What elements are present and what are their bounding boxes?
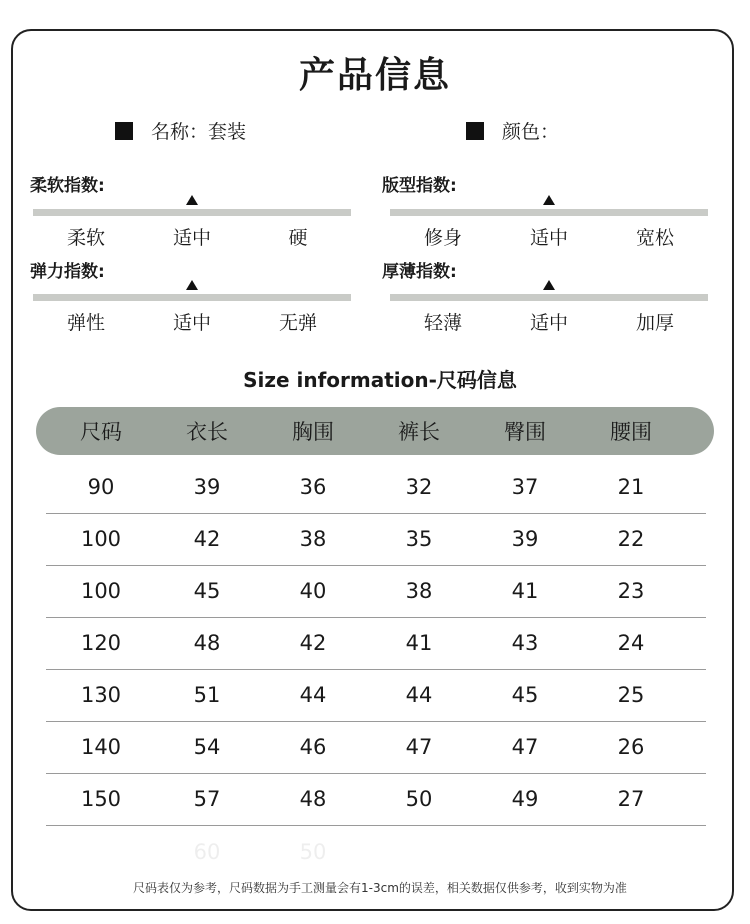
scale-option: 宽松 — [635, 227, 674, 249]
table-cell: 120 — [80, 631, 122, 655]
index-label-softness: 柔软指数: — [30, 176, 105, 196]
table-header-cell: 臀围 — [504, 420, 546, 444]
table-header-cell: 尺码 — [80, 420, 122, 444]
index-label-fit: 版型指数: — [382, 176, 457, 196]
table-cell: 54 — [193, 735, 221, 759]
size-section-title: Size information-尺码信息 — [243, 368, 517, 392]
table-cell: 140 — [80, 735, 122, 759]
indicator-triangle-icon — [186, 280, 198, 290]
table-cell: 26 — [617, 735, 645, 759]
scale-bar — [390, 294, 708, 301]
scale-bar — [390, 209, 708, 216]
table-row — [46, 565, 706, 618]
table-cell: 100 — [80, 579, 122, 603]
scale-option: 硬 — [288, 227, 308, 249]
table-row — [46, 617, 706, 670]
table-cell: 32 — [405, 475, 433, 499]
table-header-cell: 腰围 — [610, 420, 652, 444]
table-cell: 43 — [511, 631, 539, 655]
table-cell: 50 — [405, 787, 433, 811]
scale-option: 适中 — [529, 312, 568, 334]
table-header-cell: 衣长 — [186, 420, 228, 444]
scale-option: 无弹 — [278, 312, 317, 334]
table-row — [46, 669, 706, 722]
table-header-cell: 裤长 — [398, 420, 440, 444]
table-cell: 51 — [193, 683, 221, 707]
table-cell: 36 — [299, 475, 327, 499]
attribute-name-text: 名称：套装 — [151, 121, 247, 143]
scale-option: 柔软 — [66, 227, 105, 249]
size-table-header — [36, 407, 714, 455]
table-cell: 21 — [617, 475, 645, 499]
table-cell: 60 — [193, 840, 221, 864]
table-cell: 150 — [80, 787, 122, 811]
scale-option: 适中 — [172, 312, 211, 334]
table-cell: 130 — [80, 683, 122, 707]
table-cell: 22 — [617, 527, 645, 551]
table-cell: 25 — [617, 683, 645, 707]
table-cell: 48 — [299, 787, 327, 811]
scale-option: 适中 — [529, 227, 568, 249]
table-cell: 27 — [617, 787, 645, 811]
table-cell: 47 — [405, 735, 433, 759]
scale-bar — [33, 209, 351, 216]
scale-option: 修身 — [423, 227, 462, 249]
table-cell: 44 — [299, 683, 327, 707]
table-cell: 50 — [299, 840, 327, 864]
index-label-elasticity: 弹力指数: — [30, 262, 105, 282]
scale-option: 弹性 — [66, 312, 105, 334]
footnote: 尺码表仅为参考，尺码数据为手工测量会有1-3cm的误差，相关数据仅供参考，收到实物为准 — [133, 881, 627, 895]
indicator-triangle-icon — [543, 195, 555, 205]
index-label-thickness: 厚薄指数: — [382, 262, 457, 282]
table-row — [46, 513, 706, 566]
table-cell: 42 — [299, 631, 327, 655]
scale-option: 轻薄 — [423, 312, 462, 334]
attribute-color — [466, 117, 559, 144]
scale-option: 适中 — [172, 227, 211, 249]
table-cell: 42 — [193, 527, 221, 551]
table-row — [46, 826, 706, 878]
page-title: 产品信息 — [298, 55, 451, 96]
table-cell: 100 — [80, 527, 122, 551]
square-bullet-icon — [115, 122, 133, 140]
scale-bar — [33, 294, 351, 301]
attribute-color-text: 颜色： — [502, 121, 560, 143]
attribute-name — [115, 117, 246, 144]
table-cell: 38 — [299, 527, 327, 551]
indicator-triangle-icon — [186, 195, 198, 205]
table-cell: 41 — [511, 579, 539, 603]
table-cell: 47 — [511, 735, 539, 759]
scale-option: 加厚 — [635, 312, 674, 334]
table-cell: 41 — [405, 631, 433, 655]
table-row — [46, 721, 706, 774]
table-cell: 46 — [299, 735, 327, 759]
table-cell: 39 — [511, 527, 539, 551]
table-cell: 35 — [405, 527, 433, 551]
table-row — [46, 773, 706, 826]
table-cell: 38 — [405, 579, 433, 603]
table-cell: 45 — [511, 683, 539, 707]
table-cell: 49 — [511, 787, 539, 811]
table-cell: 44 — [405, 683, 433, 707]
table-cell: 57 — [193, 787, 221, 811]
table-cell: 23 — [617, 579, 645, 603]
table-cell: 45 — [193, 579, 221, 603]
table-cell: 90 — [87, 475, 115, 499]
table-row — [46, 461, 706, 514]
table-cell: 37 — [511, 475, 539, 499]
table-cell: 40 — [299, 579, 327, 603]
table-cell: 39 — [193, 475, 221, 499]
square-bullet-icon — [466, 122, 484, 140]
table-cell: 48 — [193, 631, 221, 655]
table-cell: 24 — [617, 631, 645, 655]
table-header-cell: 胸围 — [292, 420, 334, 444]
indicator-triangle-icon — [543, 280, 555, 290]
